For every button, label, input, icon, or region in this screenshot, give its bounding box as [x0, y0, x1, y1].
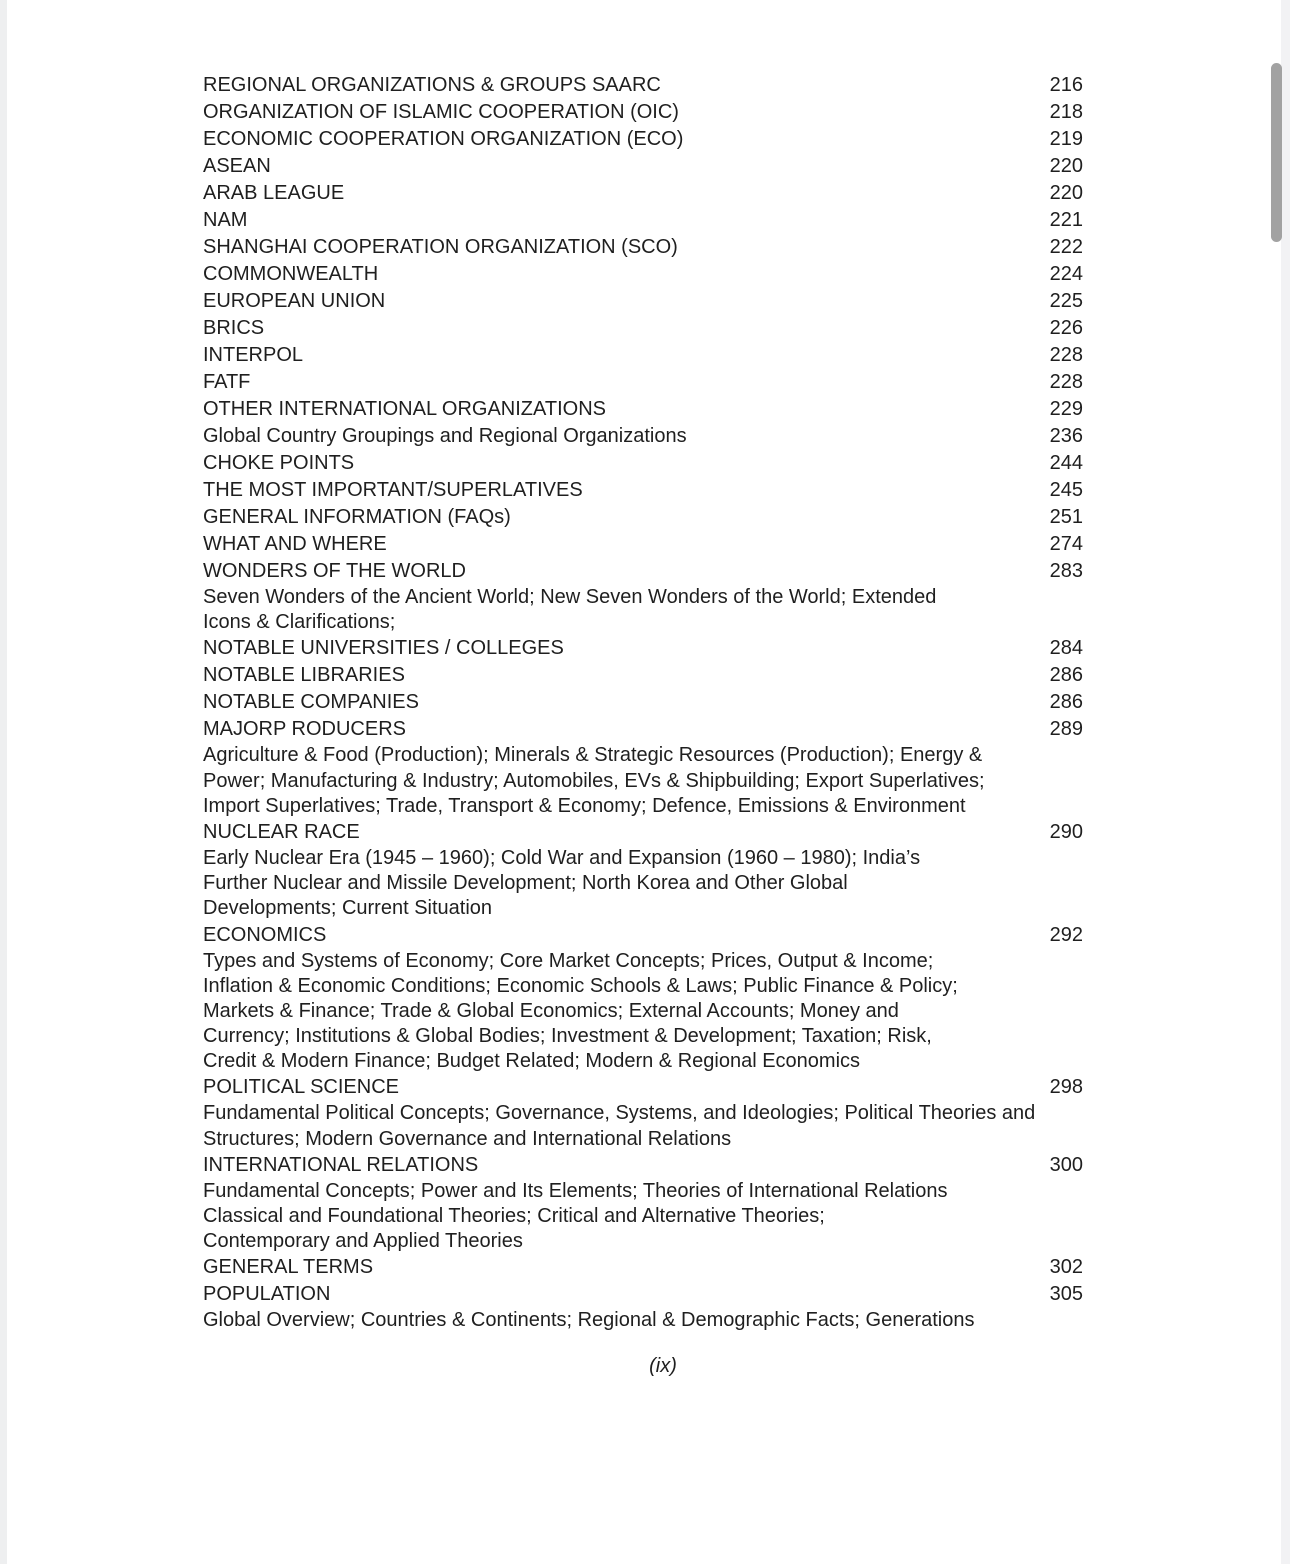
toc-entry-title: NUCLEAR RACE — [203, 820, 360, 843]
toc-entry-title: POLITICAL SCIENCE — [203, 1076, 399, 1099]
toc-entry-title: Fundamental Concepts; Power and Its Elements; Theories of International Relations — [203, 1179, 948, 1202]
toc-entry-page-number: 286 — [1049, 691, 1083, 714]
scrollbar-thumb[interactable] — [1271, 63, 1282, 242]
toc-description-line — [203, 949, 1083, 974]
toc-entry-title: Currency; Institutions & Global Bodies; Investment & Development; Taxation; Risk, — [203, 1025, 932, 1048]
toc-entry — [203, 396, 1083, 423]
toc-entry — [203, 315, 1083, 342]
toc-entry-title: GENERAL INFORMATION (FAQs) — [203, 506, 511, 528]
toc-entry-title: ECONOMIC COOPERATION ORGANIZATION (ECO) — [203, 128, 684, 150]
toc-entry-title: Structures; Modern Governance and International Relations — [203, 1127, 732, 1150]
toc-entry — [203, 72, 1083, 99]
toc-entry-title: NOTABLE COMPANIES — [203, 691, 419, 714]
toc-entry-page-number: 283 — [1049, 560, 1083, 582]
scrollbar-track[interactable] — [1281, 0, 1290, 1564]
toc-entry-title: Markets & Finance; Trade & Global Economics; External Accounts; Money and — [203, 999, 899, 1022]
toc-entry — [203, 819, 1083, 846]
toc-entry-title: COMMONWEALTH — [203, 263, 379, 285]
toc-entry-title: BRICS — [203, 317, 265, 339]
toc-entry-page-number: 228 — [1049, 371, 1083, 393]
toc-entry-page-number: 228 — [1049, 344, 1083, 366]
toc-entry — [203, 1074, 1083, 1101]
toc-entry-page-number: 244 — [1049, 452, 1083, 474]
toc-description-line — [203, 1101, 1083, 1126]
toc-entry-page-number: 286 — [1049, 664, 1083, 687]
toc-description-line — [203, 1024, 1083, 1049]
toc-entry-title: Global Country Groupings and Regional Organizations — [203, 425, 687, 447]
toc-entry-title: ASEAN — [203, 155, 271, 177]
toc-entry-title: Agriculture & Food (Production); Minerals & Strategic Resources (Production); Energy & — [203, 744, 983, 767]
toc-entry-title: WONDERS OF THE WORLD — [203, 560, 466, 582]
toc-entry-page-number: 300 — [1049, 1153, 1083, 1176]
toc-description-line — [203, 1204, 1083, 1229]
toc-description-line — [203, 1308, 1083, 1333]
toc-entry — [203, 922, 1083, 949]
toc-entry-page-number: 218 — [1049, 101, 1083, 123]
toc-entry — [203, 504, 1083, 531]
toc-entry — [203, 288, 1083, 315]
toc-entry-title: MAJORP RODUCERS — [203, 718, 406, 741]
toc-entry-title: ARAB LEAGUE — [203, 182, 345, 204]
toc-entry — [203, 342, 1083, 369]
toc-entry-title: REGIONAL ORGANIZATIONS & GROUPS SAARC — [203, 74, 661, 96]
toc-description-line — [203, 999, 1083, 1024]
toc-description-line — [203, 896, 1083, 921]
toc-description-line — [203, 1127, 1083, 1152]
toc-entry-page-number: 251 — [1049, 506, 1083, 528]
toc-entry-title: FATF — [203, 371, 251, 393]
toc-entry-page-number: 219 — [1049, 128, 1083, 150]
toc-entry-page-number: 298 — [1049, 1076, 1083, 1099]
toc-entry-title: Seven Wonders of the Ancient World; New Seven Wonders of the World; Extended — [203, 586, 937, 608]
toc-description-line — [203, 846, 1083, 871]
toc-description-line — [203, 1049, 1083, 1074]
toc-entry-page-number: 284 — [1049, 637, 1083, 660]
toc-entry-page-number: 236 — [1049, 425, 1083, 447]
toc-entry-page-number: 245 — [1049, 479, 1083, 501]
toc-entry-title: Early Nuclear Era (1945 – 1960); Cold War and Expansion (1960 – 1980); India’s — [203, 846, 921, 869]
toc-entry-page-number: 229 — [1049, 398, 1083, 420]
page-footer-number: (ix) — [649, 1355, 677, 1377]
toc-entry-title: OTHER INTERNATIONAL ORGANIZATIONS — [203, 398, 606, 420]
toc-description-line — [203, 794, 1083, 819]
toc-entry-page-number: 274 — [1049, 533, 1083, 555]
toc-entry-title: ORGANIZATION OF ISLAMIC COOPERATION (OIC) — [203, 101, 679, 123]
toc-entry-page-number: 292 — [1049, 923, 1083, 946]
toc-description-line — [203, 871, 1083, 896]
toc-description-line — [203, 610, 1083, 635]
toc-entry-title: Global Overview; Countries & Continents; Regional & Demographic Facts; Generations — [203, 1309, 975, 1332]
toc-entry-title: WHAT AND WHERE — [203, 533, 387, 555]
toc-entry-page-number: 220 — [1049, 182, 1083, 204]
toc-entry — [203, 689, 1083, 716]
toc-description-line — [203, 743, 1083, 768]
toc-entry-title: POPULATION — [203, 1283, 331, 1306]
toc-entry-title: THE MOST IMPORTANT/SUPERLATIVES — [203, 479, 583, 501]
toc-entry-title: NOTABLE LIBRARIES — [203, 664, 405, 687]
toc-entry-page-number: 305 — [1049, 1283, 1083, 1306]
toc-entry-title: ECONOMICS — [203, 923, 327, 946]
toc-description-line — [203, 1229, 1083, 1254]
toc-entry-page-number: 290 — [1049, 820, 1083, 843]
toc-entry-title: NAM — [203, 209, 248, 231]
toc-entry — [203, 126, 1083, 153]
toc-entry — [203, 477, 1083, 504]
toc-entry-title: Further Nuclear and Missile Development; North Korea and Other Global — [203, 872, 848, 895]
toc-entry-title: Import Superlatives; Trade, Transport & Economy; Defence, Emissions & Environment — [203, 794, 966, 817]
toc-entry-page-number: 220 — [1049, 155, 1083, 177]
toc-entry-title: Developments; Current Situation — [203, 897, 493, 920]
toc-entry-title: INTERPOL — [203, 344, 304, 366]
toc-entry-title: SHANGHAI COOPERATION ORGANIZATION (SCO) — [203, 236, 678, 258]
toc-entry — [203, 180, 1083, 207]
toc-entry-page-number: 226 — [1049, 317, 1083, 339]
toc-entry-title: GENERAL TERMS — [203, 1256, 374, 1279]
toc-entry — [203, 558, 1083, 585]
page-left-edge-shade — [0, 0, 7, 1564]
toc-entry-title: Power; Manufacturing & Industry; Automobiles, EVs & Shipbuilding; Export Superlatives; — [203, 769, 985, 792]
toc-entry-title: CHOKE POINTS — [203, 452, 355, 474]
toc-entry-title: Credit & Modern Finance; Budget Related; Modern & Regional Economics — [203, 1050, 861, 1073]
toc-entry — [203, 1254, 1083, 1281]
toc-entry-title: Types and Systems of Economy; Core Market Concepts; Prices, Output & Income; — [203, 949, 934, 972]
toc-entry-title: NOTABLE UNIVERSITIES / COLLEGES — [203, 637, 564, 660]
toc-entry-title: EUROPEAN UNION — [203, 290, 386, 312]
toc-description-line — [203, 585, 1083, 610]
toc-entry — [203, 635, 1083, 662]
toc-description-line — [203, 769, 1083, 794]
toc-entry-title: Contemporary and Applied Theories — [203, 1230, 523, 1253]
toc-entry — [203, 207, 1083, 234]
toc-entry-page-number: 222 — [1049, 236, 1083, 258]
toc-entry — [203, 662, 1083, 689]
toc-entry-page-number: 224 — [1049, 263, 1083, 285]
toc-entry — [203, 423, 1083, 450]
toc-entry-title: Fundamental Political Concepts; Governance, Systems, and Ideologies; Political Theories and — [203, 1102, 1036, 1125]
toc-entry — [203, 450, 1083, 477]
table-of-contents — [203, 72, 1083, 1334]
toc-entry — [203, 716, 1083, 743]
toc-entry-title: Icons & Clarifications; — [203, 611, 396, 634]
toc-entry-title: INTERNATIONAL RELATIONS — [203, 1153, 479, 1176]
toc-entry — [203, 234, 1083, 261]
toc-entry-page-number: 221 — [1049, 209, 1083, 231]
toc-entry-page-number: 216 — [1049, 74, 1083, 96]
toc-entry-page-number: 289 — [1049, 718, 1083, 741]
toc-entry — [203, 153, 1083, 180]
toc-entry — [203, 531, 1083, 558]
toc-entry — [203, 99, 1083, 126]
toc-entry-page-number: 225 — [1049, 290, 1083, 312]
toc-entry — [203, 261, 1083, 288]
toc-description-line — [203, 974, 1083, 999]
toc-entry-title: Classical and Foundational Theories; Critical and Alternative Theories; — [203, 1205, 825, 1227]
toc-entry — [203, 1152, 1083, 1179]
toc-entry — [203, 1281, 1083, 1308]
toc-description-line — [203, 1179, 1083, 1204]
toc-entry — [203, 369, 1083, 396]
toc-entry-page-number: 302 — [1049, 1256, 1083, 1279]
toc-entry-title: Inflation & Economic Conditions; Economic Schools & Laws; Public Finance & Policy; — [203, 974, 958, 997]
